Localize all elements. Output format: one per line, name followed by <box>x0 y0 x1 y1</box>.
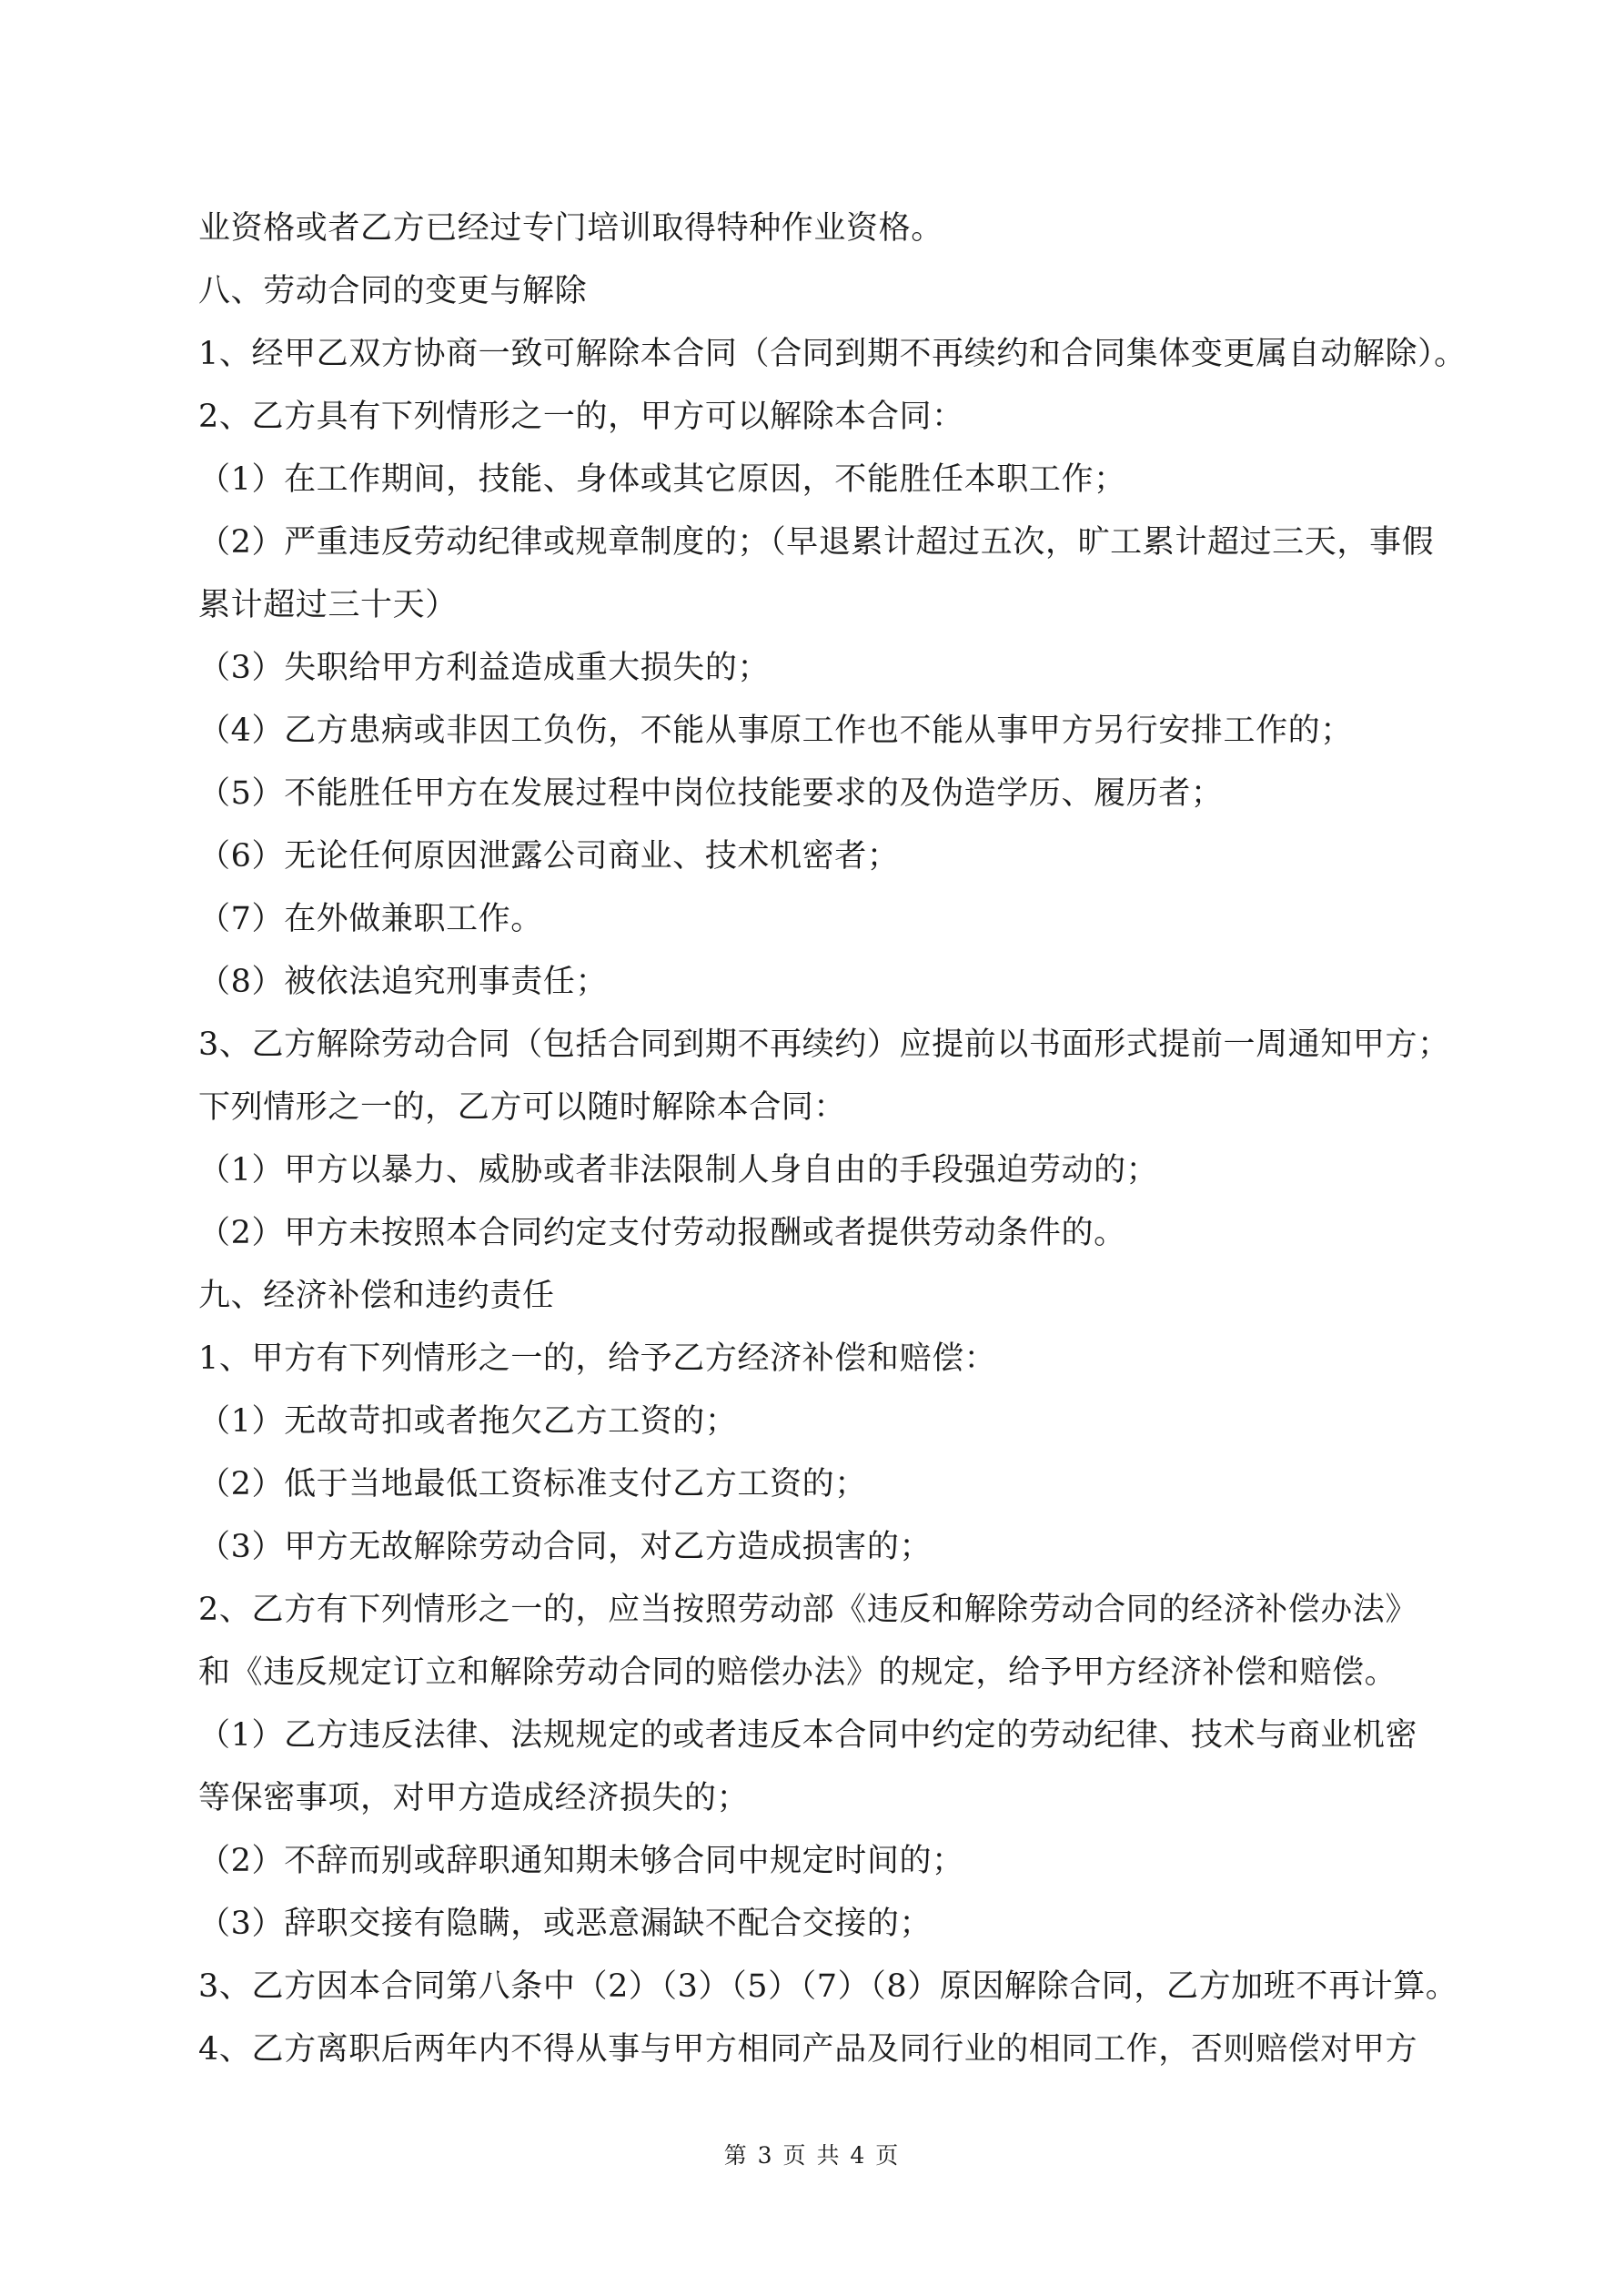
list-item: （7）在外做兼职工作。 <box>198 901 543 937</box>
page-number-footer: 第 3 页 共 4 页 <box>723 2142 901 2169</box>
list-item: （2）严重违反劳动纪律或规章制度的；（早退累计超过五次，旷工累计超过三天，事假 <box>198 524 1435 561</box>
list-item: （8）被依法追究刑事责任； <box>198 964 609 1000</box>
list-item: （4）乙方患病或非因工负伤，不能从事原工作也不能从事甲方另行安排工作的； <box>198 713 1353 749</box>
text-line: 3、乙方因本合同第八条中（2）（3）（5）（7）（8）原因解除合同，乙方加班不再计算。 <box>198 1968 1458 2005</box>
text-line: 等保密事项，对甲方造成经济损失的； <box>198 1780 750 1816</box>
text-line: 下列情形之一的，乙方可以随时解除本合同： <box>198 1089 847 1126</box>
list-item: （3）甲方无故解除劳动合同，对乙方造成损害的； <box>198 1529 933 1565</box>
list-item: （3）失职给甲方利益造成重大损失的； <box>198 650 771 686</box>
section-heading: 九、经济补偿和违约责任 <box>198 1278 555 1314</box>
text-line: 3、乙方解除劳动合同（包括合同到期不再续约）应提前以书面形式提前一周通知甲方； <box>198 1027 1450 1063</box>
text-line: 1、甲方有下列情形之一的，给予乙方经济补偿和赔偿： <box>198 1340 997 1377</box>
list-item: （2）甲方未按照本合同约定支付劳动报酬或者提供劳动条件的。 <box>198 1215 1126 1251</box>
text-line: 累计超过三十天） <box>198 587 458 623</box>
list-item: （5）不能胜任甲方在发展过程中岗位技能要求的及伪造学历、履历者； <box>198 775 1224 812</box>
list-item: （1）乙方违反法律、法规规定的或者违反本合同中约定的劳动纪律、技术与商业机密 <box>198 1717 1418 1754</box>
list-item: （1）无故苛扣或者拖欠乙方工资的； <box>198 1403 738 1440</box>
text-line: 和《违反规定订立和解除劳动合同的赔偿办法》的规定，给予甲方经济补偿和赔偿。 <box>198 1654 1397 1691</box>
list-item: （2）不辞而别或辞职通知期未够合同中规定时间的； <box>198 1843 964 1879</box>
list-item: （3）辞职交接有隐瞒，或恶意漏缺不配合交接的； <box>198 1906 933 1942</box>
section-heading: 八、劳动合同的变更与解除 <box>198 273 588 309</box>
list-item: （1）甲方以暴力、威胁或者非法限制人身自由的手段强迫劳动的； <box>198 1152 1159 1188</box>
list-item: （2）低于当地最低工资标准支付乙方工资的； <box>198 1466 867 1502</box>
list-item: （1）在工作期间，技能、身体或其它原因，不能胜任本职工作； <box>198 461 1126 498</box>
text-line: 2、乙方具有下列情形之一的，甲方可以解除本合同： <box>198 399 964 435</box>
text-line: 1、经甲乙双方协商一致可解除本合同（合同到期不再续约和合同集体变更属自动解除）。 <box>198 336 1467 372</box>
contract-body <box>198 197 1467 2081</box>
text-line: 4、乙方离职后两年内不得从事与甲方相同产品及同行业的相同工作，否则赔偿对甲方 <box>198 2031 1418 2068</box>
text-line: 2、乙方有下列情形之一的，应当按照劳动部《违反和解除劳动合同的经济补偿办法》 <box>198 1592 1418 1628</box>
text-line: 业资格或者乙方已经过专门培训取得特种作业资格。 <box>198 210 943 247</box>
list-item: （6）无论任何原因泄露公司商业、技术机密者； <box>198 838 900 875</box>
